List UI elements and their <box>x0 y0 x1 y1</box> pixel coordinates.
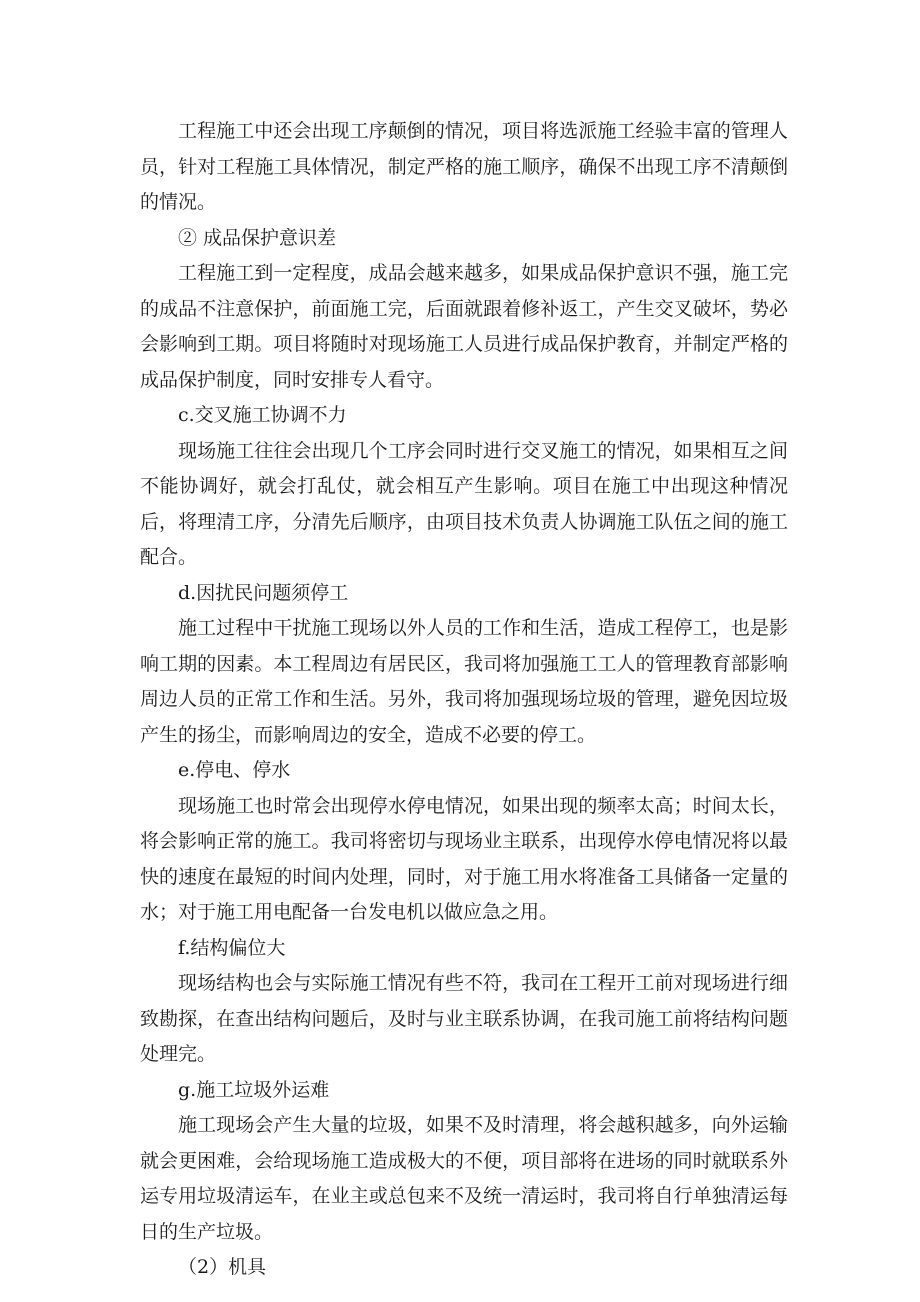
paragraph-structure-deviation: 现场结构也会与实际施工情况有些不符，我司在工程开工前对现场进行细致勘探，在查出结构问题后，及时与业主联系协调，在我司施工前将结构问题处理完。 <box>140 972 788 1065</box>
heading-structure-deviation: f.结构偏位大 <box>178 936 286 959</box>
paragraph-waste-removal: 施工现场会产生大量的垃圾，如果不及时清理，将会越积越多，向外运输就会更困难，会给现场施工造成极大的不便，项目部将在进场的同时就联系外运专用垃圾清运车，在业主或总包来不及统一清运时，我司将自行单独清运每日的生产垃圾。 <box>140 1114 788 1243</box>
paragraph-disturbance-stoppage: 施工过程中干扰施工现场以外人员的工作和生活，造成工程停工，也是影响工期的因素。本工程周边有居民区，我司将加强施工工人的管理教育部影响周边人员的正常工作和生活。另外，我司将加强现场垃圾的管理，避免因垃圾产生的扬尘，而影响周边的安全，造成不必要的停工。 <box>140 617 788 746</box>
heading-disturbance-stoppage: d.因扰民问题须停工 <box>178 581 349 604</box>
heading-cross-construction: c.交叉施工协调不力 <box>178 404 347 426</box>
paragraph-sequence-disorder: 工程施工中还会出现工序颠倒的情况，项目将选派施工经验丰富的管理人员，针对工程施工具体情况，制定严格的施工顺序，确保不出现工序不清颠倒的情况。 <box>140 120 788 213</box>
heading-power-water-outage: e.停电、停水 <box>178 759 291 781</box>
paragraph-cross-construction: 现场施工往往会出现几个工序会同时进行交叉施工的情况，如果相互之间不能协调好，就会打乱仗，就会相互产生影响。项目在施工中出现这种情况后，将理清工序，分清先后顺序，由项目技术负责人协调施工队伍之间的施工配合。 <box>140 439 788 568</box>
heading-waste-removal: g.施工垃圾外运难 <box>178 1078 330 1101</box>
document-body <box>140 114 788 1286</box>
paragraph-product-protection: 工程施工到一定程度，成品会越来越多，如果成品保护意识不强，施工完的成品不注意保护，前面施工完，后面就跟着修补返工，产生交叉破坏，势必会影响到工期。项目将随时对现场施工人员进行成品保护教育，并制定严格的成品保护制度，同时安排专人看守。 <box>140 262 788 391</box>
paragraph-power-water-outage: 现场施工也时常会出现停水停电情况，如果出现的频率太高；时间太长，将会影响正常的施工。我司将密切与现场业主联系，出现停水停电情况将以最快的速度在最短的时间内处理，同时，对于施工用水将准备工具储备一定量的水；对于施工用电配备一台发电机以做应急之用。 <box>140 794 788 923</box>
heading-product-protection: ② 成品保护意识差 <box>178 226 337 249</box>
heading-machinery: （2）机具 <box>178 1256 267 1278</box>
